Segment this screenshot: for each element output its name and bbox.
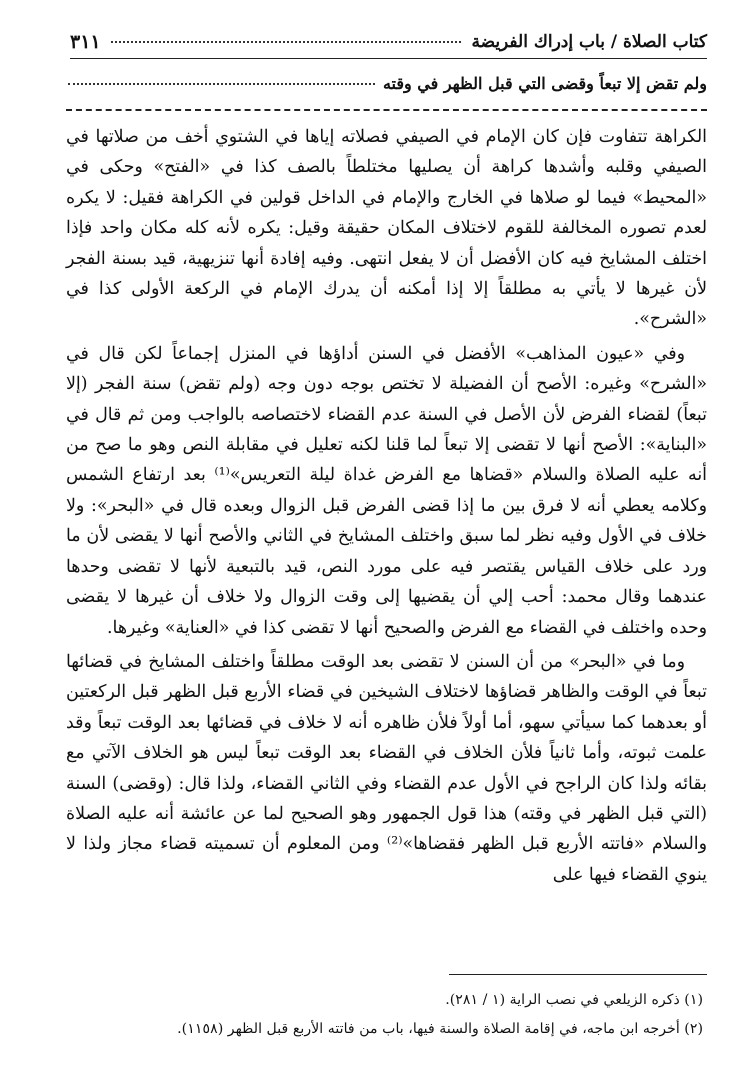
paragraph-3: وما في «البحر» من أن السنن لا تقضى بعد الوقت مطلقاً واختلف المشايخ في قضائها تبعاً في الوقت والظاهر قضاؤها لاختلاف الشيخين في قضاء الأربع قبل الظهر قبل الركعتين أو بعدهما كما سيأتي سهو، أما أولاً فلأن ظاهره أنه لا خلاف في قضائها بعد الوقت تبعاً وقد علمت ثبوته، وأما ثانياً فلأن الخلاف في القضاء بعد الوقت تبعاً ليس هو الخلاف الآتي مع بقائه ولذا كان الراجح في الأول عدم القضاء وفي الثاني القضاء، ولذا قال: (وقضى) السنة (التي قبل الظهر في وقته) هذا قول الجمهور وهو الصحيح لما عن عائشة أنه عليه الصلاة والسلام «فاتته الأربع قبل الظهر فقضاها»⁽²⁾ ومن المعلوم أن تسميته قضاء مجاز ولذا لا ينوي القضاء فيها على (66, 651, 708, 885)
running-title: كتاب الصلاة / باب إدراك الفريضة (471, 32, 707, 52)
paragraph-1: الكراهة تتفاوت فإن كان الإمام في الصيفي فصلاته إياها في الشتوي أخف من صلاتها في الصيفي وقلبه وأشدها كراهة أن يصليها مختلطاً بالصف كذا في «الفتح» وحكى في «المحيط» فيما لو صلاها في الخارج والإمام في الداخل قولين في الكراهة فقيل: لا يكره لعدم تصوره المخالفة للقوم لاختلاف المكان حقيقة وقيل: يكره لأنه كله مكان واحد فإذا اختلف المشايخ فيه كان الأفضل أن لا يفعل انتهى. وفيه إفادة أنها تنزيهية، قيد بسنة الفجر لأن غيرها لا يأتي به مطلقاً إلا إذا أمكنه أن يدرك الإمام في الركعة الأولى كذا في «الشرح». (66, 127, 707, 330)
footnote-1: (١) ذكره الزيلعي في نصب الراية (١ / ٢٨١). (445, 992, 703, 1008)
page-number: ٣١١ (70, 31, 101, 53)
page-header (70, 26, 707, 59)
matn-dashed-divider (66, 109, 707, 111)
matn-heading (68, 74, 707, 93)
footnote-2: (٢) أخرجه ابن ماجه، في إقامة الصلاة والسنة فيها، باب من فاتته الأربع قبل الظهر (١١٥٨). (177, 1021, 703, 1037)
commentary-body (66, 122, 707, 890)
footnotes (66, 986, 703, 1044)
matn-text: ولم تقض إلا تبعاً وقضى التي قبل الظهر في وقته (382, 74, 707, 93)
paragraph-2: وفي «عيون المذاهب» الأفضل في السنن أداؤها في المنزل إجماعاً لكن قال في «الشرح» وغيره: الأصح أن الفضيلة لا تختص بوجه دون وجه (ولم تقض) سنة الفجر (إلا تبعاً) لقضاء الفرض لأن الأصل في السنة عدم القضاء لاختصاصه بالواجب ومن ثم قال في «البناية»: الأصح أنها لا تقضى إلا تبعاً لما قلنا لكنه تعليل في مقابلة النص وهو ما صح من أنه عليه الصلاة والسلام «قضاها مع الفرض غداة ليلة التعريس»⁽¹⁾ بعد ارتفاع الشمس وكلامه يعطي أنه لا فرق بين ما إذا قضى الفرض قبل الزوال وبعده قال في «البحر»: ولا خلاف في الأول وفيه نظر لما سبق واختلف المشايخ في الثاني والأصح أنها لا يقضى لأن ما ورد على خلاف القياس يقتصر فيه على مورد النص، قيد بالتبعية لأنها لا تقضى وحدها عندهما وقال محمد: أحب إلي أن يقضيها إلى وقت الزوال ولا خلاف أن غيرها لا يقضى وحده واختلف في القضاء مع الفرض والصحيح أنها لا تقضى كذا في «العناية» وغيرها. (66, 343, 707, 638)
header-dotted-leader (111, 41, 462, 43)
matn-dotted-leader (68, 83, 375, 85)
footnote-divider (449, 974, 707, 975)
